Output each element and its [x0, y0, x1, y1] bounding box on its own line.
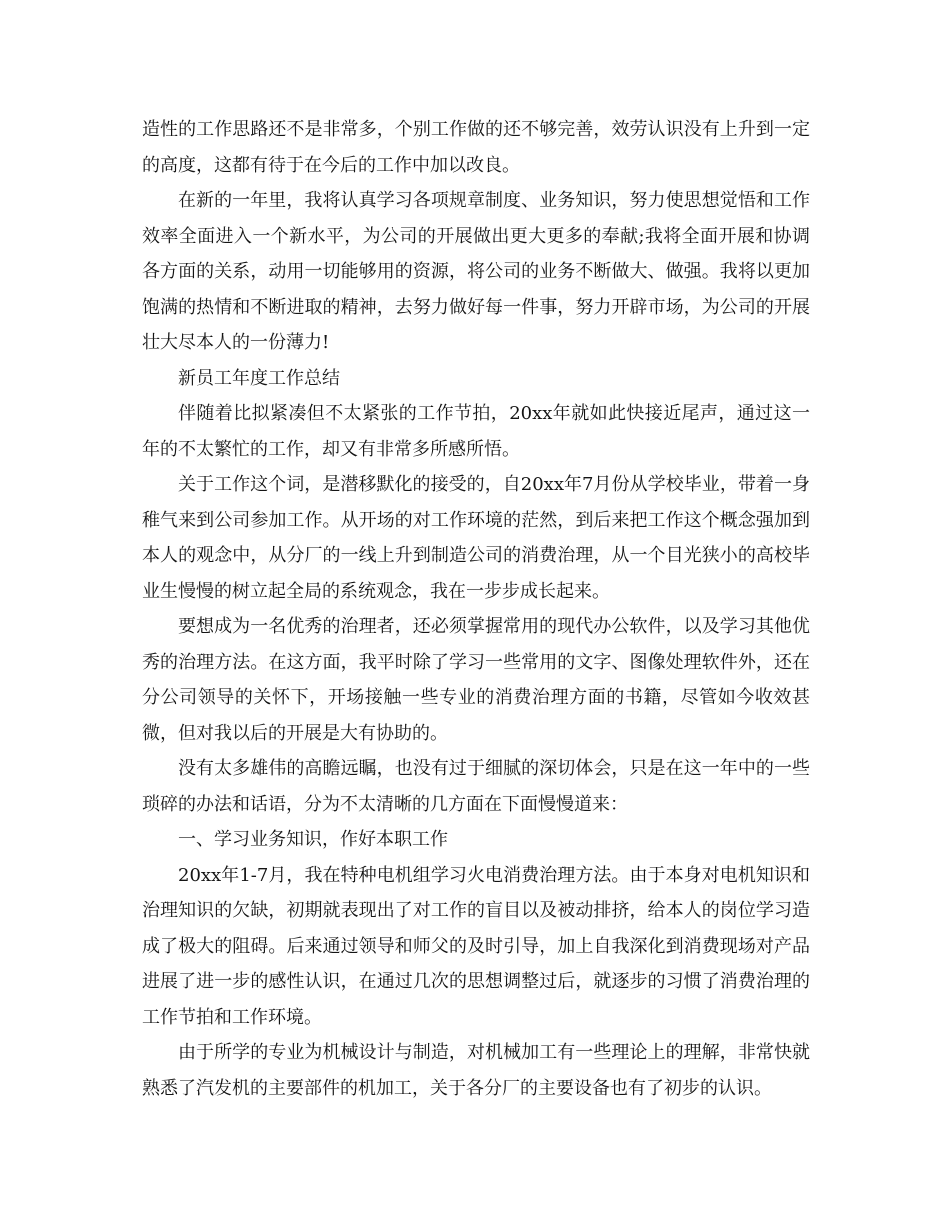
document-page [142, 112, 810, 1106]
paragraph-2: 在新的一年里，我将认真学习各项规章制度、业务知识，努力使思想觉悟和工作效率全面进入一个新水平，为公司的开展做出更大更多的奉献;我将全面开展和协调各方面的关系，动用一切能够用的资源，将公司的业务不断做大、做强。我将以更加饱满的热情和不断进取的精神，去努力做好每一件事，努力开辟市场，为公司的开展壮大尽本人的一份薄力! [142, 190, 810, 353]
paragraph-10: 由于所学的专业为机械设计与制造，对机械加工有一些理论上的理解，非常快就熟悉了汽发机的主要部件的机加工，关于各分厂的主要设备也有了初步的认识。 [142, 1042, 810, 1099]
paragraph-5: 关于工作这个词，是潜移默化的接受的，自20xx年7月份从学校毕业，带着一身稚气来到公司参加工作。从开场的对工作环境的茫然，到后来把工作这个概念强加到本人的观念中，从分厂的一线上升到制造公司的消费治理，从一个目光狭小的高校毕业生慢慢的树立起全局的系统观念，我在一步步成长起来。 [142, 474, 810, 602]
paragraph-4: 伴随着比拟紧凑但不太紧张的工作节拍，20xx年就如此快接近尾声，通过这一年的不太繁忙的工作，却又有非常多所感所悟。 [142, 403, 810, 460]
section-heading-1: 一、学习业务知识，作好本职工作 [178, 829, 448, 850]
paragraph-1: 造性的工作思路还不是非常多，个别工作做的还不够完善，效劳认识没有上升到一定的高度，这都有待于在今后的工作中加以改良。 [142, 119, 810, 176]
paragraph-7: 没有太多雄伟的高瞻远瞩，也没有过于细腻的深切体会，只是在这一年中的一些琐碎的办法和话语，分为不太清晰的几方面在下面慢慢道来： [142, 758, 810, 815]
paragraph-6: 要想成为一名优秀的治理者，还必须掌握常用的现代办公软件，以及学习其他优秀的治理方法。在这方面，我平时除了学习一些常用的文字、图像处理软件外，还在分公司领导的关怀下，开场接触一些专业的消费治理方面的书籍，尽管如今收效甚微，但对我以后的开展是大有协助的。 [142, 616, 810, 744]
paragraph-9: 20xx年1-7月，我在特种电机组学习火电消费治理方法。由于本身对电机知识和治理知识的欠缺，初期就表现出了对工作的盲目以及被动排挤，给本人的岗位学习造成了极大的阻碍。后来通过领导和师父的及时引导，加上自我深化到消费现场对产品进展了进一步的感性认识，在通过几次的思想调整过后，就逐步的习惯了消费治理的工作节拍和工作环境。 [142, 864, 810, 1028]
section-title: 新员工年度工作总结 [178, 367, 340, 389]
